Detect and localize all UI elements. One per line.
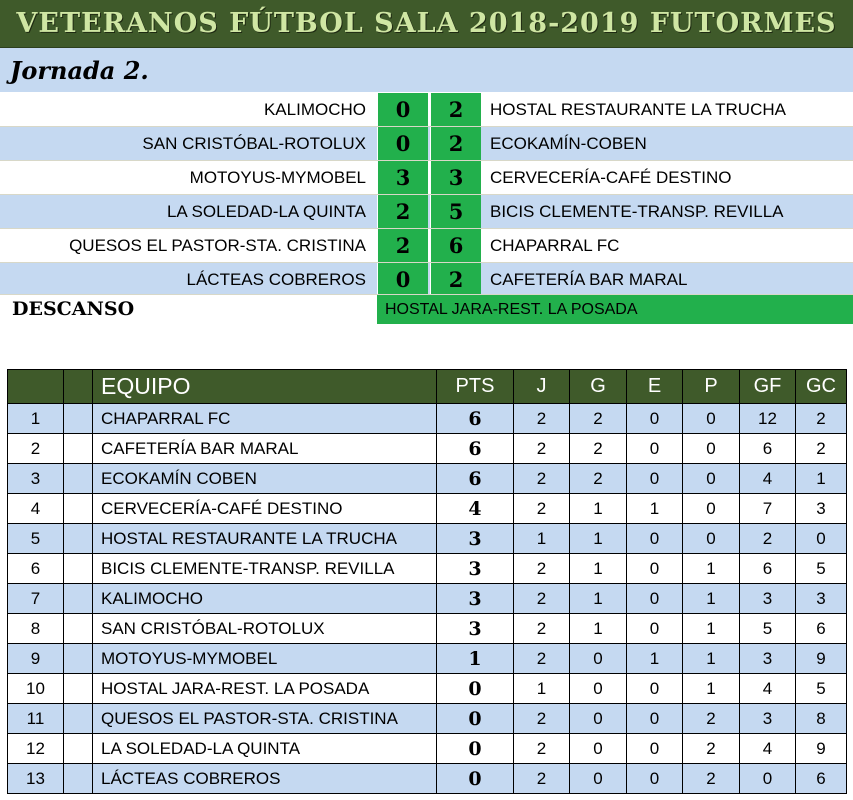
points-cell: 3 [437, 554, 514, 584]
position-cell: 3 [8, 464, 64, 494]
points-cell: 0 [437, 704, 514, 734]
position-cell: 9 [8, 644, 64, 674]
lost-cell: 1 [683, 674, 740, 704]
table-row [8, 434, 847, 464]
won-cell: 1 [570, 524, 627, 554]
standings-table [7, 369, 847, 794]
position-cell: 7 [8, 584, 64, 614]
away-score: 5 [430, 195, 481, 228]
lost-cell: 1 [683, 554, 740, 584]
goals-against-cell: 2 [796, 434, 847, 464]
away-team: CERVECERÍA-CAFÉ DESTINO [490, 167, 732, 187]
goals-for-cell: 6 [740, 554, 796, 584]
header-lost: P [683, 370, 740, 404]
goals-for-cell: 4 [740, 674, 796, 704]
header-won: G [570, 370, 627, 404]
rest-row [0, 294, 853, 324]
drawn-cell: 0 [627, 584, 683, 614]
lost-cell: 0 [683, 524, 740, 554]
lost-cell: 2 [683, 764, 740, 794]
played-cell: 2 [514, 494, 570, 524]
position-cell: 4 [8, 494, 64, 524]
won-cell: 1 [570, 494, 627, 524]
position-cell: 11 [8, 704, 64, 734]
drawn-cell: 0 [627, 554, 683, 584]
table-row [8, 644, 847, 674]
team-cell: LÁCTEAS COBREROS [93, 764, 437, 794]
table-row [8, 464, 847, 494]
home-team: LÁCTEAS COBREROS [186, 269, 366, 289]
won-cell: 0 [570, 674, 627, 704]
played-cell: 2 [514, 734, 570, 764]
played-cell: 2 [514, 584, 570, 614]
table-row [8, 764, 847, 794]
team-cell: CHAPARRAL FC [93, 404, 437, 434]
lost-cell: 0 [683, 494, 740, 524]
played-cell: 2 [514, 554, 570, 584]
drawn-cell: 0 [627, 464, 683, 494]
table-row [8, 524, 847, 554]
match-row [0, 195, 853, 229]
won-cell: 2 [570, 434, 627, 464]
team-cell: KALIMOCHO [93, 584, 437, 614]
points-cell: 3 [437, 614, 514, 644]
goals-for-cell: 0 [740, 764, 796, 794]
round-header [0, 48, 853, 92]
position-cell: 12 [8, 734, 64, 764]
played-cell: 2 [514, 614, 570, 644]
lost-cell: 0 [683, 404, 740, 434]
away-team: BICIS CLEMENTE-TRANSP. REVILLA [490, 201, 784, 221]
lost-cell: 1 [683, 584, 740, 614]
played-cell: 2 [514, 404, 570, 434]
rest-label: DESCANSO [12, 298, 135, 320]
round-title: Jornada 2. [10, 55, 149, 85]
lost-cell: 1 [683, 614, 740, 644]
away-score: 3 [430, 161, 481, 194]
played-cell: 2 [514, 644, 570, 674]
blank-cell [64, 614, 93, 644]
table-row [8, 494, 847, 524]
lost-cell: 0 [683, 464, 740, 494]
drawn-cell: 0 [627, 764, 683, 794]
header-played: J [514, 370, 570, 404]
lost-cell: 2 [683, 734, 740, 764]
title-banner [0, 0, 853, 48]
drawn-cell: 0 [627, 674, 683, 704]
standings-header-row [8, 370, 847, 404]
won-cell: 0 [570, 734, 627, 764]
match-row [0, 93, 853, 127]
played-cell: 2 [514, 434, 570, 464]
won-cell: 0 [570, 704, 627, 734]
team-cell: CAFETERÍA BAR MARAL [93, 434, 437, 464]
drawn-cell: 0 [627, 704, 683, 734]
played-cell: 1 [514, 524, 570, 554]
away-team: HOSTAL RESTAURANTE LA TRUCHA [490, 99, 786, 119]
goals-for-cell: 4 [740, 734, 796, 764]
goals-against-cell: 5 [796, 554, 847, 584]
header-position [8, 370, 64, 404]
blank-cell [64, 404, 93, 434]
home-team: SAN CRISTÓBAL-ROTOLUX [142, 133, 366, 153]
goals-for-cell: 7 [740, 494, 796, 524]
home-score: 0 [377, 127, 428, 160]
team-cell: SAN CRISTÓBAL-ROTOLUX [93, 614, 437, 644]
goals-against-cell: 3 [796, 494, 847, 524]
blank-cell [64, 434, 93, 464]
won-cell: 2 [570, 404, 627, 434]
drawn-cell: 0 [627, 434, 683, 464]
header-goals-against: GC [796, 370, 847, 404]
lost-cell: 1 [683, 644, 740, 674]
goals-against-cell: 2 [796, 404, 847, 434]
points-cell: 4 [437, 494, 514, 524]
drawn-cell: 0 [627, 614, 683, 644]
away-score: 6 [430, 229, 481, 262]
team-cell: LA SOLEDAD-LA QUINTA [93, 734, 437, 764]
won-cell: 0 [570, 764, 627, 794]
goals-against-cell: 9 [796, 734, 847, 764]
blank-cell [64, 644, 93, 674]
match-row [0, 127, 853, 161]
drawn-cell: 1 [627, 494, 683, 524]
points-cell: 0 [437, 674, 514, 704]
blank-cell [64, 524, 93, 554]
rest-team: HOSTAL JARA-REST. LA POSADA [377, 295, 853, 324]
goals-for-cell: 6 [740, 434, 796, 464]
goals-against-cell: 8 [796, 704, 847, 734]
home-team: MOTOYUS-MYMOBEL [189, 167, 366, 187]
goals-for-cell: 3 [740, 644, 796, 674]
played-cell: 2 [514, 464, 570, 494]
header-points: PTS [437, 370, 514, 404]
team-cell: BICIS CLEMENTE-TRANSP. REVILLA [93, 554, 437, 584]
table-row [8, 584, 847, 614]
position-cell: 5 [8, 524, 64, 554]
home-score: 2 [377, 229, 428, 262]
home-score: 0 [377, 93, 428, 126]
goals-against-cell: 6 [796, 764, 847, 794]
table-row [8, 734, 847, 764]
goals-for-cell: 12 [740, 404, 796, 434]
goals-against-cell: 5 [796, 674, 847, 704]
goals-for-cell: 5 [740, 614, 796, 644]
match-row [0, 229, 853, 263]
goals-for-cell: 3 [740, 584, 796, 614]
table-row [8, 704, 847, 734]
team-cell: MOTOYUS-MYMOBEL [93, 644, 437, 674]
goals-for-cell: 3 [740, 704, 796, 734]
home-team: KALIMOCHO [263, 99, 366, 119]
won-cell: 1 [570, 554, 627, 584]
blank-cell [64, 554, 93, 584]
home-team: LA SOLEDAD-LA QUINTA [166, 201, 366, 221]
away-team: CHAPARRAL FC [490, 235, 620, 255]
goals-against-cell: 6 [796, 614, 847, 644]
away-team: ECOKAMÍN-COBEN [490, 133, 647, 153]
goals-against-cell: 0 [796, 524, 847, 554]
team-cell: CERVECERÍA-CAFÉ DESTINO [93, 494, 437, 524]
results-list [0, 93, 853, 297]
position-cell: 2 [8, 434, 64, 464]
match-row [0, 263, 853, 297]
header-team: EQUIPO [93, 370, 437, 404]
goals-against-cell: 1 [796, 464, 847, 494]
goals-for-cell: 2 [740, 524, 796, 554]
home-score: 0 [377, 263, 428, 296]
home-team: QUESOS EL PASTOR-STA. CRISTINA [69, 235, 366, 255]
position-cell: 10 [8, 674, 64, 704]
played-cell: 2 [514, 704, 570, 734]
away-score: 2 [430, 127, 481, 160]
played-cell: 2 [514, 764, 570, 794]
goals-for-cell: 4 [740, 464, 796, 494]
home-score: 2 [377, 195, 428, 228]
team-cell: QUESOS EL PASTOR-STA. CRISTINA [93, 704, 437, 734]
points-cell: 6 [437, 404, 514, 434]
won-cell: 1 [570, 584, 627, 614]
position-cell: 1 [8, 404, 64, 434]
drawn-cell: 0 [627, 404, 683, 434]
blank-cell [64, 734, 93, 764]
blank-cell [64, 704, 93, 734]
drawn-cell: 1 [627, 644, 683, 674]
page-title: VETERANOS FÚTBOL SALA 2018-2019 FUTORMES [16, 8, 837, 39]
table-row [8, 404, 847, 434]
points-cell: 3 [437, 584, 514, 614]
won-cell: 0 [570, 644, 627, 674]
header-drawn: E [627, 370, 683, 404]
home-score: 3 [377, 161, 428, 194]
position-cell: 6 [8, 554, 64, 584]
team-cell: HOSTAL RESTAURANTE LA TRUCHA [93, 524, 437, 554]
team-cell: ECOKAMÍN COBEN [93, 464, 437, 494]
blank-cell [64, 584, 93, 614]
position-cell: 13 [8, 764, 64, 794]
away-score: 2 [430, 263, 481, 296]
lost-cell: 2 [683, 704, 740, 734]
points-cell: 0 [437, 764, 514, 794]
table-row [8, 614, 847, 644]
drawn-cell: 0 [627, 524, 683, 554]
match-row [0, 161, 853, 195]
position-cell: 8 [8, 614, 64, 644]
played-cell: 1 [514, 674, 570, 704]
blank-cell [64, 764, 93, 794]
header-goals-for: GF [740, 370, 796, 404]
points-cell: 3 [437, 524, 514, 554]
drawn-cell: 0 [627, 734, 683, 764]
goals-against-cell: 3 [796, 584, 847, 614]
points-cell: 6 [437, 434, 514, 464]
blank-cell [64, 674, 93, 704]
table-row [8, 554, 847, 584]
won-cell: 2 [570, 464, 627, 494]
lost-cell: 0 [683, 434, 740, 464]
away-team: CAFETERÍA BAR MARAL [490, 269, 688, 289]
points-cell: 0 [437, 734, 514, 764]
table-row [8, 674, 847, 704]
team-cell: HOSTAL JARA-REST. LA POSADA [93, 674, 437, 704]
away-score: 2 [430, 93, 481, 126]
header-blank [64, 370, 93, 404]
blank-cell [64, 494, 93, 524]
blank-cell [64, 464, 93, 494]
won-cell: 1 [570, 614, 627, 644]
goals-against-cell: 9 [796, 644, 847, 674]
points-cell: 1 [437, 644, 514, 674]
points-cell: 6 [437, 464, 514, 494]
